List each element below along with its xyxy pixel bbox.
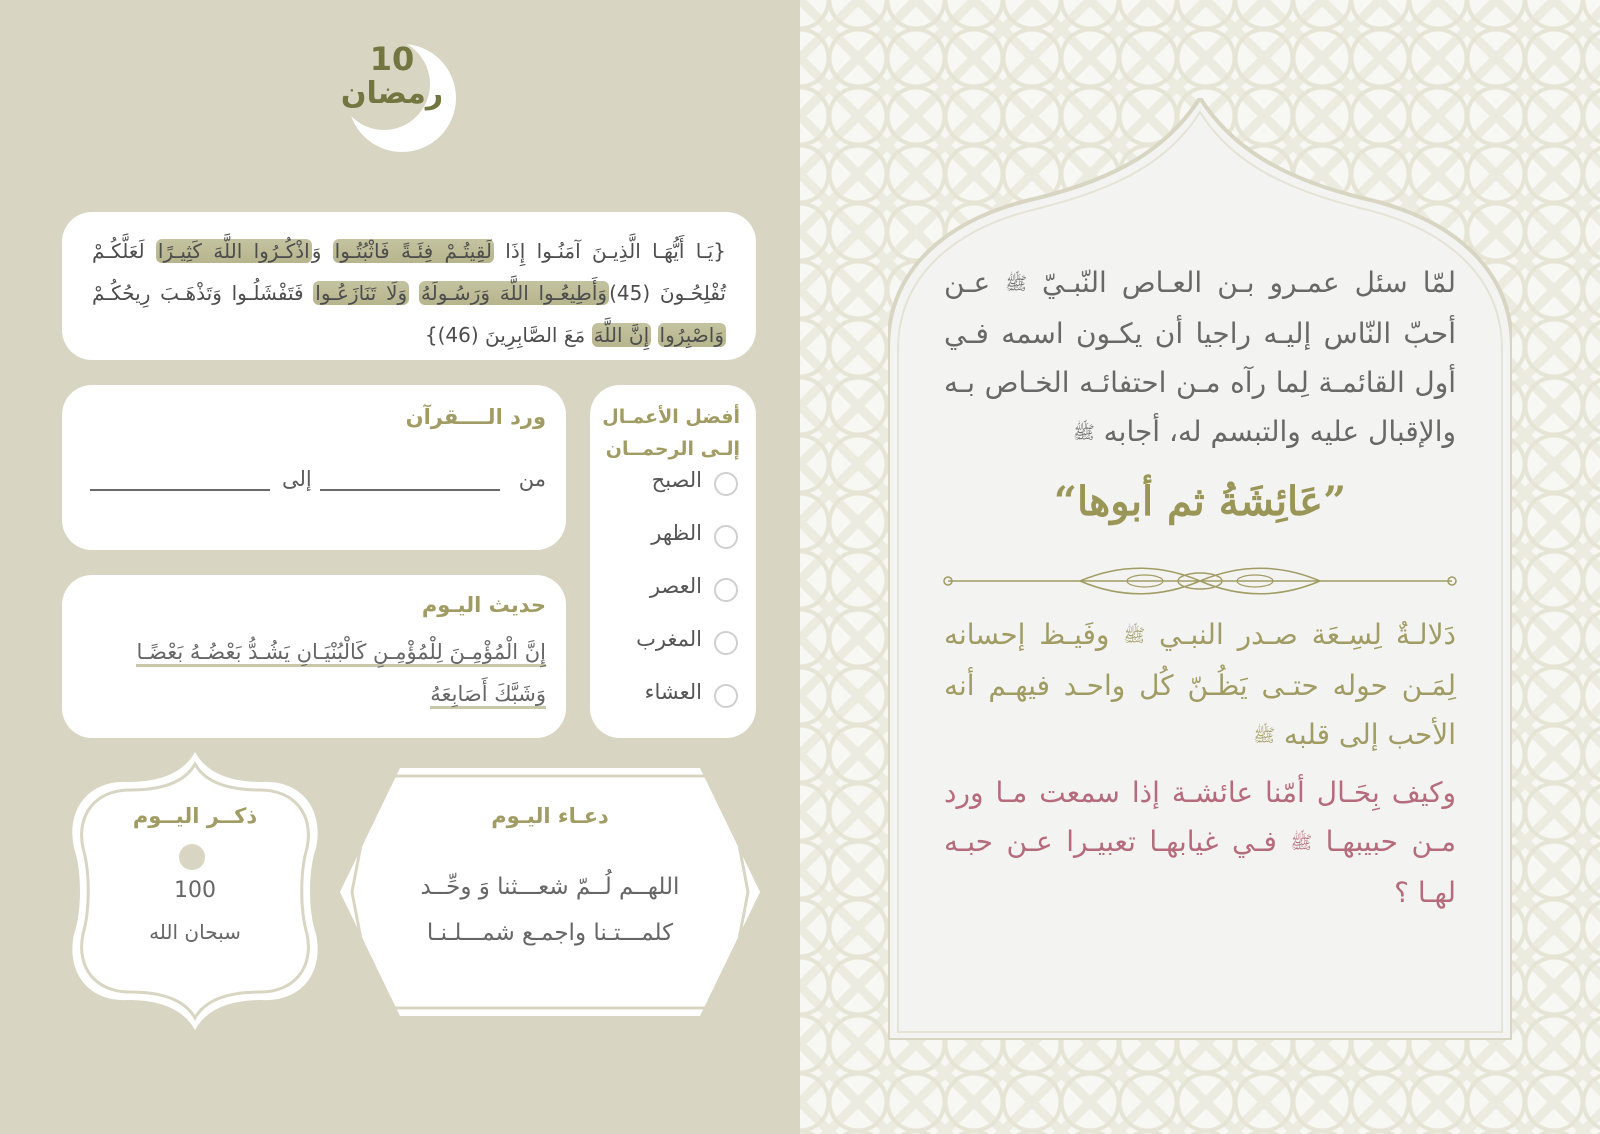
wird-to-field[interactable] [90,489,270,491]
dua-line: اللهــم لُــمّ شعـــثنا وَ وحِّــد [420,874,680,900]
dhikr-title: ذكــر اليــوم [132,804,258,828]
best-deeds-card [590,385,756,738]
verse-highlight: إِنَّ اللَّهَ [593,323,650,347]
lesson-text-part: وفَيـظ إحسانه لِمَـن حوله حتـى يَظُـنّ كُل واحـد فيهـم أنه الأحب إلى قلبه [944,618,1456,751]
verse-highlight: وَلَا تَنَازَعُـوا [315,281,408,305]
prayer-item-isha[interactable] [608,680,738,714]
prayer-item-dhuhr[interactable] [608,521,738,555]
prayer-item-subh[interactable] [608,468,738,502]
verse-segment: فَتَفْشَلُـوا وَتَذْهَـبَ رِيحُكُـمْ [92,281,314,305]
verse-highlight: اذْكُـرُوا اللَّهَ كَثِيـرًا [157,239,310,263]
prayer-label: الصبح [651,468,702,492]
lesson-paragraph [944,610,1456,760]
dhikr-text: سبحان الله [149,920,241,944]
verse-segment: وَ [311,239,333,263]
day-number: 10 [369,40,415,78]
hadith-card [62,575,566,738]
dua-text [405,864,695,956]
verse-segment: لَعَلَّكُـمْ تُفْلِحُـونَ (45) [92,239,726,305]
pbuh-seal-icon: ﷺ [1123,625,1146,647]
verse-segment [651,323,657,347]
verse-highlight: وَأَطِيعُـوا اللَّهَ وَرَسُـولَهُ [420,281,608,305]
pbuh-seal-icon: ﷺ [1005,273,1027,295]
highlight-quote: “عَائِشَةُ ثم أبوها” [1053,478,1347,525]
verse-segment [409,281,419,305]
verse-segment: مَعَ الصَّابِرِينَ (46)} [424,323,592,347]
story-text-part: عـن أحبّ النّاس إليـه راجيا أن يكـون اسمه فـي أول القائمـة لِما رآه مـن احتفائـه الخـاص بـه والإقبال عليه والتبسم له، أجابه [944,266,1456,448]
pbuh-seal-icon: ﷺ [1072,422,1095,443]
prayer-checkbox[interactable] [714,578,738,602]
hadith-line: إِنَّ الْمُؤْمِـنَ لِلْمُؤْمِـنِ كَالْبُنْيَـانِ يَشُـدُّ بَعْضُـهُ بَعْضًـا [136,640,546,667]
prayer-label: المغرب [636,627,702,651]
question-text-part: وكيف بِحَـال أمّنا عائشـة إذا سمعت مـا ورد مـن حبيبهـا [944,776,1457,858]
verse-highlight: لَقِيتُـمْ فِئَـةً فَاثْبُتُـوا [334,239,492,263]
verse-highlight: وَاصْبِرُوا [659,323,724,347]
prayer-item-maghrib[interactable] [608,627,738,661]
quran-wird-title: ورد الــــقرآن [405,405,546,429]
prayer-checkbox[interactable] [714,684,738,708]
ornament-divider-icon [940,562,1460,600]
verse-card [62,212,756,360]
hadith-line: وَشَبَّكَ أَصَابِعَهُ [430,682,546,709]
story-paragraph [944,258,1456,457]
lesson-text-part: دَلالـةٌ لِسِـعَة صـدر النبـي [1145,618,1457,651]
pbuh-seal-icon: ﷺ [1253,725,1275,746]
dua-title: دعـاء اليـوم [491,804,609,828]
best-deeds-title: أفضل الأعمـال إلـى الرحمــان [602,406,740,460]
prayer-checkbox[interactable] [714,472,738,496]
wird-from-label: من [518,467,546,491]
hadith-text [86,631,546,715]
quran-wird-card [62,385,566,550]
prayer-label: العصر [649,574,702,598]
prayer-label: العشاء [644,680,702,704]
reflection-question [944,768,1456,917]
wird-from-field[interactable] [320,489,500,491]
prayer-checkbox[interactable] [714,631,738,655]
dua-line: كلمـــتـنا واجمـع شمـــلـنـا [426,920,674,946]
pbuh-seal-icon: ﷺ [1290,832,1313,854]
month-name: رمضان [340,76,444,111]
hadith-title: حديث اليـوم [421,593,546,617]
prayer-checkbox[interactable] [714,525,738,549]
prayer-label: الظهر [651,521,702,545]
verse-segment: {يَـا أَيُّهَـا الَّذِيـنَ آمَنُـوا إِذَا [493,239,726,263]
dhikr-count: 100 [174,878,216,903]
wird-to-label: إلى [282,467,312,491]
story-text-part: لمّا سئل عمـرو بـن العـاص النّبـيّ [1027,266,1456,299]
prayer-item-asr[interactable] [608,574,738,608]
question-text-part: فـي غيابهـا تعبيـرا عـن حبـه لهـا ؟ [944,825,1456,909]
dhikr-counter-dot[interactable] [179,844,205,870]
quran-verse [92,230,726,356]
